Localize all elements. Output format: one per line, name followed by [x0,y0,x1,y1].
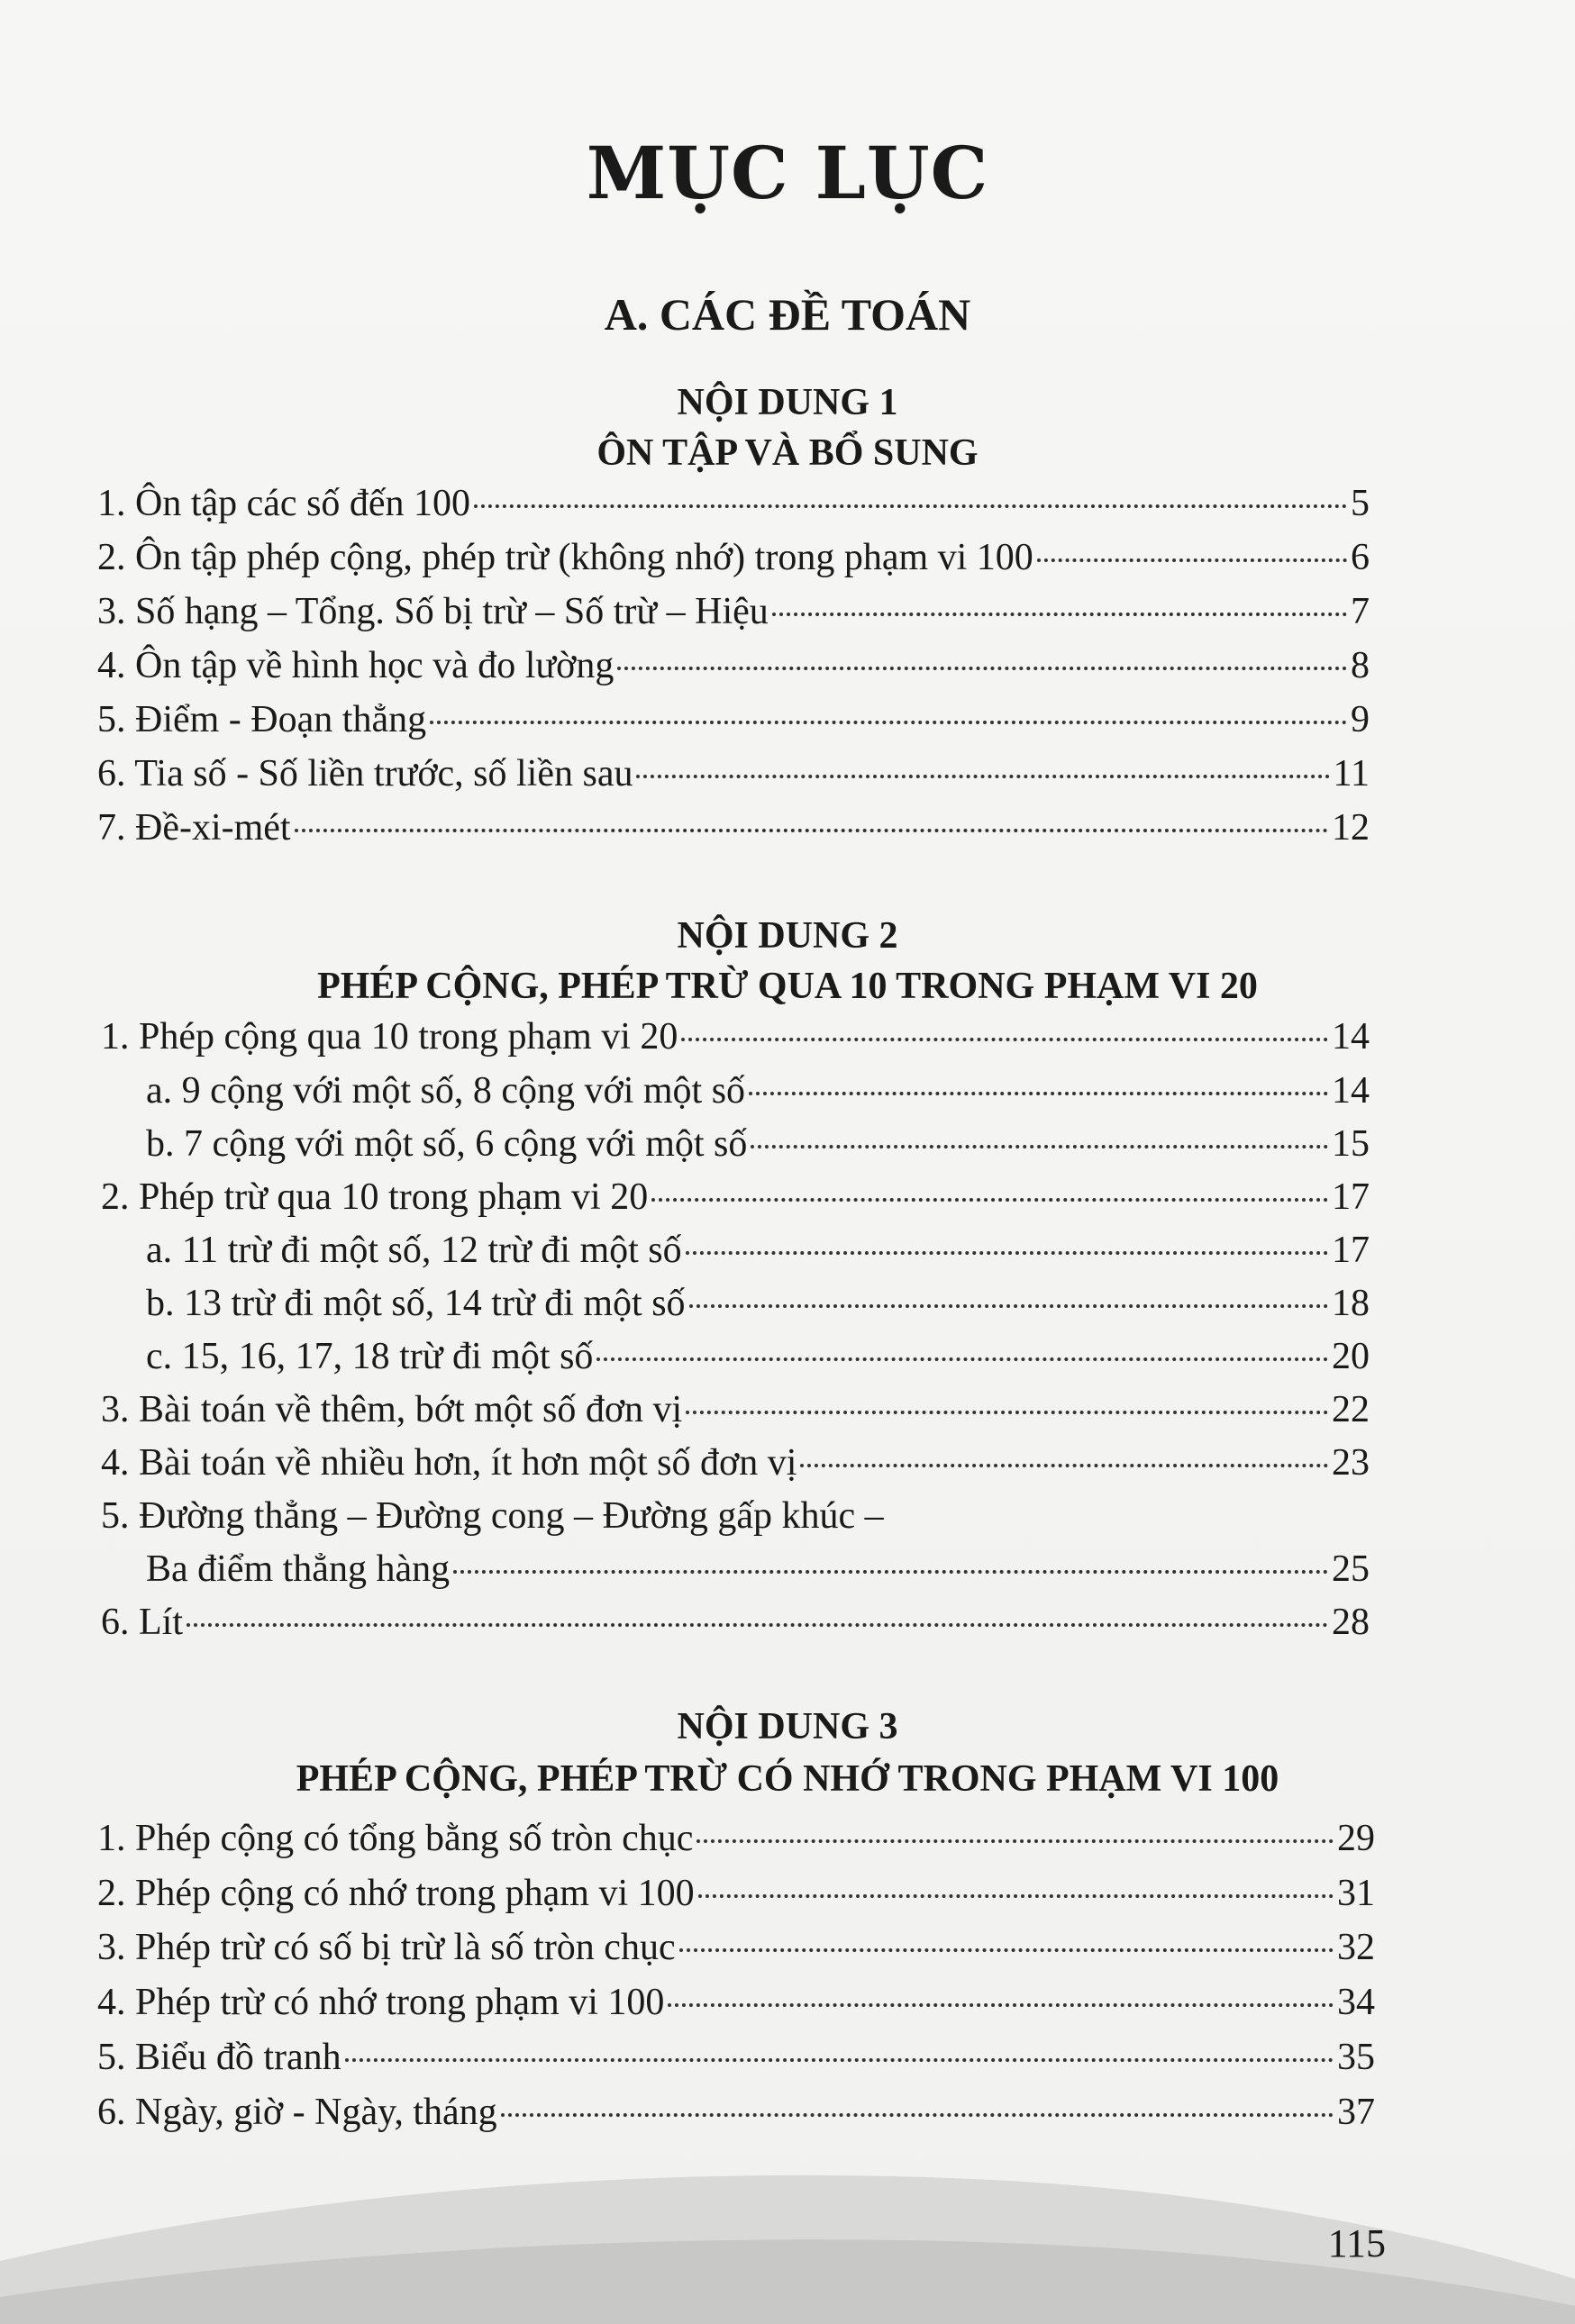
toc-entry-label: 2. Ôn tập phép cộng, phép trừ (không nhớ) trong phạm vi 100 [97,537,1033,578]
dot-leader [686,1411,1328,1414]
toc-entry-label: 5. Biểu đồ tranh [97,2037,341,2078]
dot-leader [453,1570,1328,1574]
toc-entry-label: b. 13 trừ đi một số, 14 trừ đi một số [146,1283,686,1324]
toc-entry-page: 15 [1332,1123,1370,1165]
toc-entry-page: 8 [1351,645,1370,686]
dot-leader [749,1092,1328,1095]
toc-entry[interactable] [97,1976,1375,2029]
toc-entry-page: 35 [1337,2037,1375,2078]
toc-entry-label: 5. Đường thẳng – Đường cong – Đường gấp khúc – [101,1495,884,1537]
section-1-heading: NỘI DUNG 1 [677,382,898,423]
toc-entry-label: Ba điểm thẳng hàng [146,1548,451,1590]
toc-entry-page: 9 [1351,699,1370,740]
dot-leader [295,829,1328,832]
dot-leader [698,1894,1334,1898]
toc-entry[interactable] [146,1065,1370,1117]
toc-entry-label: 2. Phép trừ qua 10 trong phạm vi 20 [101,1176,649,1218]
toc-entry[interactable] [97,531,1370,584]
dot-leader [187,1623,1328,1627]
dot-leader [679,1948,1334,1952]
toc-entry-label: 5. Điểm - Đoạn thẳng [97,699,427,740]
toc-entry-label: 1. Phép cộng qua 10 trong phạm vi 20 [101,1016,678,1058]
toc-entry-page: 12 [1332,807,1370,849]
toc-entry-page: 11 [1333,753,1370,794]
toc-entry-label: 3. Bài toán về thêm, bớt một số đơn vị [101,1389,683,1430]
toc-entry[interactable] [101,1437,1370,1489]
dot-leader [474,504,1347,508]
toc-entry[interactable] [97,748,1370,800]
dot-leader [689,1304,1328,1308]
toc-entry-page: 14 [1332,1070,1370,1112]
page-title: MỤC LỤC [586,131,989,215]
dot-leader [668,2003,1334,2007]
dot-leader [345,2058,1334,2062]
toc-entry-label: 6. Lít [101,1602,183,1643]
toc-entry-page: 18 [1332,1283,1370,1324]
toc-entry-page: 29 [1337,1818,1375,1859]
toc-entry[interactable] [97,477,1370,530]
toc-entry[interactable] [101,1490,1370,1542]
toc-entry[interactable] [101,1171,1370,1223]
dot-leader [772,613,1347,616]
toc-entry-label: 7. Đề-xi-mét [97,807,291,849]
dot-leader [636,775,1329,778]
toc-entry-label: b. 7 cộng với một số, 6 cộng với một số [146,1123,748,1165]
toc-entry-label: 1. Ôn tập các số đến 100 [97,483,471,524]
dot-leader [617,667,1347,670]
section-2-heading: NỘI DUNG 2 [677,915,898,957]
toc-entry-page: 23 [1332,1442,1370,1484]
dot-leader [596,1357,1328,1361]
toc-entry-label: 3. Số hạng – Tổng. Số bị trừ – Số trừ – Hiệu [97,591,769,632]
toc-entry-page: 25 [1332,1548,1370,1590]
toc-entry[interactable] [97,640,1370,692]
toc-entry-label: c. 15, 16, 17, 18 trừ đi một số [146,1336,594,1377]
toc-entry[interactable] [146,1224,1370,1276]
dot-leader [696,1839,1334,1843]
toc-entry[interactable] [97,2031,1375,2083]
toc-entry[interactable] [146,1543,1370,1595]
toc-entry[interactable] [146,1118,1370,1170]
toc-entry-label: a. 9 cộng với một số, 8 cộng với một số [146,1070,746,1112]
dot-leader [800,1464,1328,1467]
toc-entry-label: 6. Tia số - Số liền trước, số liền sau [97,753,633,794]
toc-entry[interactable] [97,802,1370,854]
toc-entry-page: 6 [1351,537,1370,578]
toc-entry-label: 4. Bài toán về nhiều hơn, ít hơn một số đơn vị [101,1442,797,1484]
page-number: 115 [1327,2221,1386,2265]
toc-entry-page: 7 [1351,591,1370,632]
toc-entry-label: a. 11 trừ đi một số, 12 trừ đi một số [146,1230,682,1271]
toc-entry-label: 2. Phép cộng có nhớ trong phạm vi 100 [97,1873,695,1914]
toc-entry[interactable] [97,1867,1375,1920]
toc-entry[interactable] [97,2086,1375,2138]
toc-entry-page: 31 [1337,1873,1375,1914]
toc-entry[interactable] [97,1812,1375,1865]
dot-leader [430,721,1347,724]
toc-entry-page: 22 [1332,1389,1370,1430]
toc-entry[interactable] [146,1277,1370,1330]
dot-leader [686,1251,1328,1255]
toc-entry-page: 32 [1337,1927,1375,1968]
dot-leader [651,1198,1328,1202]
toc-entry[interactable] [101,1384,1370,1436]
toc-entry-label: 3. Phép trừ có số bị trừ là số tròn chục [97,1927,676,1968]
toc-entry[interactable] [97,1921,1375,1974]
toc-entry-page: 20 [1332,1336,1370,1377]
toc-entry-page: 17 [1332,1176,1370,1218]
section-2-subheading: PHÉP CỘNG, PHÉP TRỪ QUA 10 TRONG PHẠM VI 20 [317,966,1258,1007]
toc-entry[interactable] [97,694,1370,746]
toc-entry-label: 1. Phép cộng có tổng bằng số tròn chục [97,1818,694,1859]
toc-entry-label: 6. Ngày, giờ - Ngày, tháng [97,2092,497,2133]
toc-entry-label: 4. Phép trừ có nhớ trong phạm vi 100 [97,1982,665,2023]
part-heading: A. CÁC ĐỀ TOÁN [604,289,971,340]
section-3-heading: NỘI DUNG 3 [677,1706,898,1748]
dot-leader [501,2113,1334,2117]
toc-entry-page: 37 [1337,2092,1375,2133]
dot-leader [751,1145,1328,1148]
section-3-subheading: PHÉP CỘNG, PHÉP TRỪ CÓ NHỚ TRONG PHẠM VI 100 [296,1758,1279,1800]
toc-entry-page: 28 [1332,1602,1370,1643]
toc-entry-page: 17 [1332,1230,1370,1271]
toc-entry-page: 14 [1332,1016,1370,1058]
toc-entry-page: 5 [1351,483,1370,524]
toc-entry-label: 4. Ôn tập về hình học và đo lường [97,645,615,686]
dot-leader [1037,558,1347,562]
toc-entry[interactable] [97,586,1370,638]
toc-entry[interactable] [146,1330,1370,1383]
dot-leader [681,1038,1328,1041]
section-1-subheading: ÔN TẬP VÀ BỔ SUNG [596,432,979,474]
toc-entry[interactable] [101,1011,1370,1063]
toc-entry-page: 34 [1337,1982,1375,2023]
toc-entry[interactable] [101,1596,1370,1648]
